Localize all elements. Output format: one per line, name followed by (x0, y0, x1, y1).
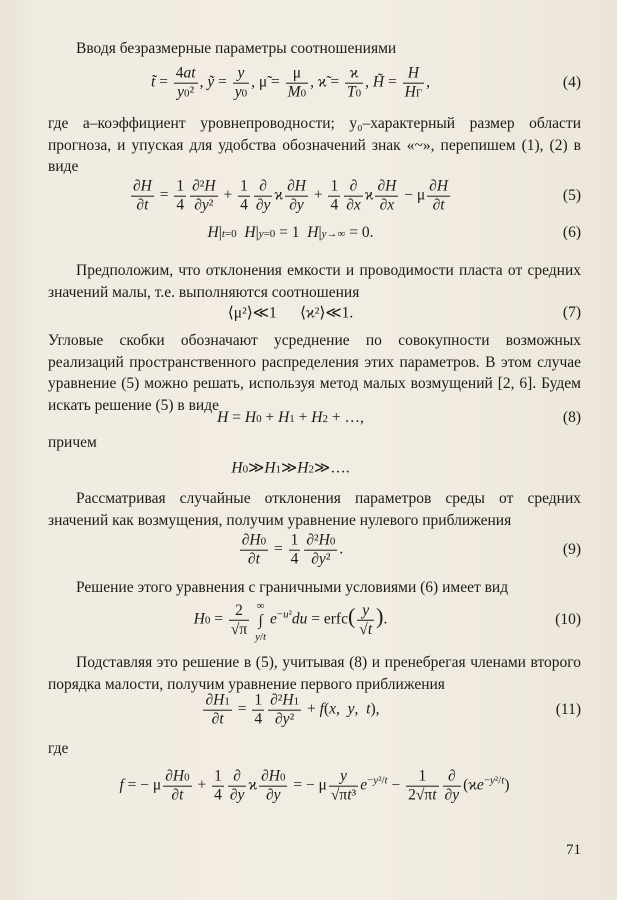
paragraph-gde: где (48, 740, 69, 757)
equation-4: t̃ = $\frac{4at}{\text{y0²}}$ , ỹ = $\frac{y}{y0}$ , μ̃ = $\frac{\mu}{M0}$ , ϰ̃ = $\frac{ϰ}{T0}$ , H̃ = H HГ , (4) (150, 64, 581, 101)
paragraph-intro: Вводя безразмерные параметры соотношениями (76, 40, 397, 57)
paragraph-e: Решение этого уравнения с граничными условиями (6) имеет вид (76, 579, 509, 596)
equation-6: H|t=0 H|y=0 = 1 H|y→∞ = 0. (6) (207, 224, 581, 241)
paragraph-prichem: причем (48, 434, 97, 451)
equation-8: H = H0 + H1 + H2 + …, (8) (217, 409, 581, 426)
paragraph-c: Угловые скобки обозначают усреднение по совокупности возможных реализаций пространственного распределения этих параметров. В этом случае уравнение (5) можно решать, используя метод малых возмущений [2, 6]. Будем искать решение (5) в виде (48, 332, 581, 414)
equation-number: (11) (555, 701, 581, 718)
paragraph-b: Предположим, что отклонения емкости и проводимости пласта от средних значений малы, т.е. выполняются соотношения (48, 262, 581, 301)
equation-9: $\frac{\partial H0}{\partial t}$ = $\frac{1}{4}$ $\frac{\text{∂²H0}}{\text{∂y²}}$ . (9) (241, 531, 581, 568)
page-number: 71 (566, 842, 581, 858)
paragraph-d: Рассматривая случайные отклонения параметров среды от средних значений как возмущения, получим уравнение нулевого приближения (48, 490, 581, 529)
paragraph-f: Подставляя это решение в (5), учитывая (8) и пренебрегая членами второго порядка малости, получим уравнение первого приближения (48, 654, 581, 693)
equation-number: (5) (562, 187, 581, 204)
equation-7: ⟨μ²⟩≪1 ⟨ϰ²⟩≪1. (7) (227, 304, 581, 322)
equation-11: $\frac{\partial H1}{\partial t}$ = $\frac{1}{4}$ $\frac{\text{∂²H1}}{\text{∂y²}}$ + f(x, y, t), (11) (205, 691, 581, 728)
equation-number: (8) (562, 409, 581, 426)
paragraph-a: где a–коэффициент уровнепроводности; y₀–характерный размер области прогноза, и упуская для удобства обозначений знак «~», перепишем (1), (2) в виде (48, 115, 581, 175)
inequality-chain: H0≫H1≫H2≫…. (231, 459, 350, 477)
equation-10: H0 = $\frac{2}{√\pi}$ ∞ ∫ y/t $e^{-u^2}du$ = erfc( $\frac{y}{√t}$ ). (10) (193, 599, 581, 643)
equation-5: $\frac{\partial H}{\partial t}$ = $\frac{1}{4}$ $\frac{\text{∂²H}}{\text{∂y²}}$ + $\frac{1}{4}$ ∂ ∂y ϰ $\frac{\partial H}{\partial y}$ + $\frac{1}{4}$ ∂ ∂x ϰ $\frac{\partial H}{\partial x}$ − μ $\frac{\partial H}{\partial t}$ (5) (132, 177, 581, 214)
equation-number: (9) (562, 541, 581, 558)
equation-number: (7) (562, 304, 581, 321)
equation-number: (6) (562, 224, 581, 241)
equation-f: f = − μ $\frac{\partial H0}{\partial t}$ + $\frac{1}{4}$ ∂ ∂y ϰ $\frac{\partial H0}{\partial y}$ = − μ $\frac{y}{\text{√πt³}}$ $e^{-y^2/t}$ − $\frac{1}{2√\pi t}$ ∂ ∂y $(ϰe^{-y^2/t})$ (119, 767, 510, 804)
equation-number: (10) (555, 611, 581, 628)
equation-number: (4) (562, 74, 581, 91)
